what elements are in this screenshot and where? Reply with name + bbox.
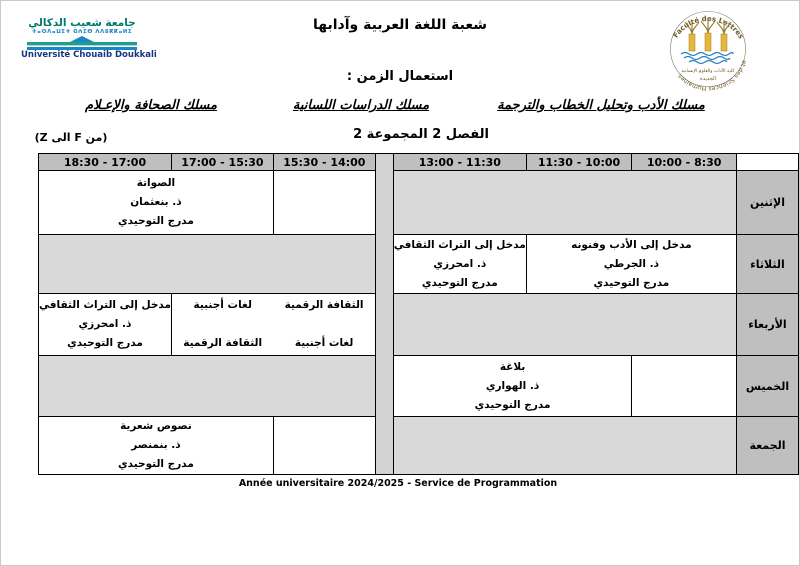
university-name-french: Université Chouaib Doukkali <box>21 50 157 61</box>
slot-header: 17:00 - 15:30 <box>171 154 273 171</box>
timetable <box>38 153 799 475</box>
course-cell <box>526 235 736 294</box>
track-journalism-heading: مسلك الصحافة والإعـلام <box>85 98 217 113</box>
course-cell <box>39 171 274 235</box>
course-title: الثقافة الرقمية <box>284 299 364 311</box>
course-title: الثقافة الرقمية <box>183 337 263 349</box>
course-title: مدخل إلى التراث الثقافي <box>393 238 526 251</box>
slot-header: 15:30 - 14:00 <box>273 154 375 171</box>
slot-header: 18:30 - 17:00 <box>39 154 172 171</box>
row-wednesday <box>39 294 799 356</box>
course-room: مدرج التوحيدي <box>421 276 498 289</box>
no-class-cell <box>39 235 376 294</box>
footer-note: Année universitaire 2024/2025 - Service de Programmation <box>238 478 558 489</box>
row-monday <box>39 171 799 235</box>
row-friday <box>39 417 799 475</box>
course-title: مدخل إلى التراث الثقافي <box>39 299 171 311</box>
day-label: الأربعاء <box>736 294 798 356</box>
course-title: نصوص شعرية <box>120 420 192 432</box>
letter-range-label: (من F الى Z) <box>34 131 108 144</box>
free-slot-cell <box>273 171 375 235</box>
course-room: مدرج التوحيدي <box>593 276 670 289</box>
day-label: الثلاثاء <box>736 235 798 294</box>
day-column-header <box>736 154 798 171</box>
course-teacher: ذ. امحرزي <box>433 257 487 270</box>
faculty-ring-text-bottom: et des Sciences Humaines <box>676 59 748 93</box>
row-thursday <box>39 356 799 417</box>
slot-header: 13:00 - 11:30 <box>393 154 526 171</box>
table-gap-column <box>375 154 393 475</box>
track-literature-heading: مسلك الأدب وتحليل الخطاب والترجمة <box>497 98 705 113</box>
slot-header: 11:30 - 10:00 <box>526 154 631 171</box>
faculty-city-arabic: الجديدة <box>700 76 716 82</box>
course-cell <box>393 356 631 417</box>
document-title: استعمال الزمن : <box>346 69 454 84</box>
no-class-cell <box>393 171 736 235</box>
day-label: الجمعة <box>736 417 798 475</box>
day-label: الإثنين <box>736 171 798 235</box>
tree-trunks-icon <box>689 33 727 51</box>
university-name-tifinagh: ⵜⴰⵙⴷⴰⵡⵉⵜ ⵛⵄⵉⴱ ⴷⴷⵓⴽⴽⴰⵍⵉ <box>31 29 133 36</box>
no-class-cell <box>393 294 736 356</box>
header-row <box>39 154 799 171</box>
semester-group-label: الفصل 2 المجموعة 2 <box>353 127 489 142</box>
course-title: لغات أجنبية <box>193 299 252 311</box>
course-title: مدخل إلى الأدب وفنونه <box>571 238 692 251</box>
course-title: بلاغة <box>499 360 526 373</box>
course-cell <box>39 417 274 475</box>
day-label: الخميس <box>736 356 798 417</box>
university-name-arabic: جامعة شعيب الدكالي <box>28 17 136 29</box>
course-title: لغات أجنبية <box>294 337 354 349</box>
course-title: الصواتة <box>136 177 176 189</box>
no-class-cell <box>39 356 376 417</box>
course-room: مدرج التوحيدي <box>118 215 194 227</box>
course-teacher: ذ. بنمنصر <box>131 439 181 451</box>
no-class-cell <box>393 417 736 475</box>
course-cell <box>39 294 172 356</box>
department-title: شعبة اللغة العربية وآدابها <box>312 17 488 33</box>
languages-digital-culture-cell <box>171 294 375 356</box>
course-room: مدرج التوحيدي <box>118 458 194 470</box>
course-cell <box>393 235 526 294</box>
slot-header: 10:00 - 8:30 <box>632 154 737 171</box>
course-teacher: ذ. امحرزي <box>78 318 132 330</box>
free-slot-cell <box>273 417 375 475</box>
faculty-name-arabic: كلية الآداب والعلوم الإنسانية <box>681 69 735 74</box>
track-linguistics-heading: مسلك الدراسات اللسانية <box>292 98 430 113</box>
blank-line <box>172 315 375 334</box>
row-tuesday <box>39 235 799 294</box>
course-room: مدرج التوحيدي <box>67 337 143 349</box>
course-teacher: ذ. بنعثمان <box>130 196 182 208</box>
course-room: مدرج التوحيدي <box>474 398 551 411</box>
free-slot-cell <box>632 356 737 417</box>
faculty-ring-text-top: Faculté des Lettres <box>671 14 746 41</box>
course-teacher: ذ. الهواري <box>485 379 540 392</box>
course-teacher: ذ. الجرطي <box>603 257 659 270</box>
